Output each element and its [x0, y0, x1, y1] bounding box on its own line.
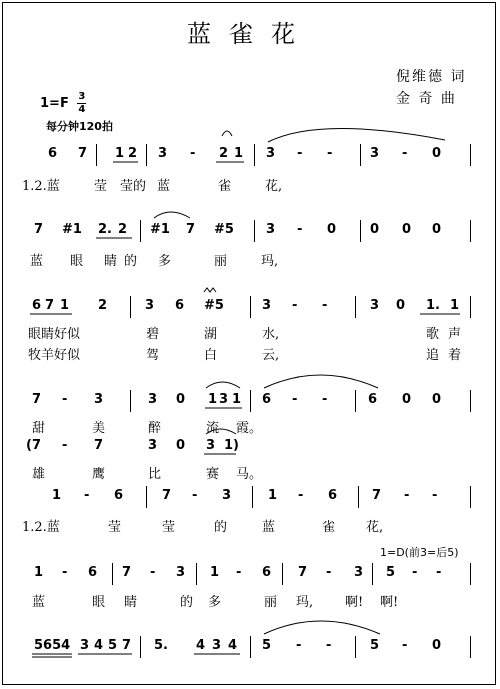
note: #5 — [204, 298, 224, 313]
lyric: 的 — [124, 254, 138, 269]
note: 7 — [34, 222, 44, 237]
note: 3 — [158, 146, 168, 161]
lyric: 雄 — [32, 467, 46, 482]
lyric: 比 — [148, 467, 162, 482]
lyric: 莹 — [162, 520, 176, 535]
note: 1 — [208, 392, 218, 407]
note: - — [62, 565, 68, 580]
note: 0 — [432, 146, 442, 161]
lyric: 驾 — [146, 348, 160, 363]
note: 3 — [145, 298, 155, 313]
lyric: 赛 — [206, 467, 220, 482]
alt-note: - — [62, 438, 68, 453]
note: 0 — [327, 222, 337, 237]
note: - — [190, 146, 196, 161]
lyric: 的 — [180, 595, 194, 610]
bar-line — [112, 563, 113, 585]
lyric: 蓝 — [30, 254, 44, 269]
note: 7 — [122, 638, 132, 653]
bar-line — [470, 390, 471, 412]
note: 7 — [186, 222, 196, 237]
key-label: 1=F — [40, 96, 69, 111]
note: 3 — [266, 146, 276, 161]
note: 7 — [372, 488, 382, 503]
note: 7 — [32, 392, 42, 407]
note: #1 — [62, 222, 82, 237]
note: 2 — [219, 146, 229, 161]
note: 3 — [219, 392, 229, 407]
lyric: 着 — [448, 348, 462, 363]
bar-line — [470, 220, 471, 242]
alt-note: 0 — [176, 438, 186, 453]
tempo-marking: 每分钟120拍 — [46, 120, 113, 133]
note: 3 — [266, 222, 276, 237]
bar-line — [140, 636, 141, 658]
note: 3 — [370, 146, 380, 161]
lyric: 美 — [92, 421, 106, 436]
lyric: 牧羊好似 — [28, 348, 81, 363]
note: 5 — [370, 638, 380, 653]
note: - — [327, 146, 333, 161]
note: 1. — [426, 298, 440, 313]
note: 3 — [176, 565, 186, 580]
note: 0 — [176, 392, 186, 407]
lyric: 睛 — [124, 595, 138, 610]
bar-line — [358, 486, 359, 508]
lyric: 玛, — [296, 595, 314, 610]
note: - — [84, 488, 90, 503]
bar-line — [470, 144, 471, 166]
note: - — [298, 488, 304, 503]
note: 2 — [98, 298, 108, 313]
lyric: 眼睛好似 — [28, 327, 81, 342]
note: - — [296, 638, 302, 653]
note: 0 — [432, 392, 442, 407]
note: 3 — [354, 565, 364, 580]
note: - — [404, 488, 410, 503]
note: 6 — [32, 298, 42, 313]
note: 3 — [80, 638, 90, 653]
note: 1 — [52, 488, 62, 503]
note: - — [292, 298, 298, 313]
note: 1 — [450, 298, 460, 313]
note: - — [150, 565, 156, 580]
lyric: 啊! — [345, 595, 364, 610]
note: 1 — [60, 298, 70, 313]
lyric: 雀 — [322, 520, 336, 535]
modulation-marking: 1=D(前3=后5) — [380, 546, 459, 559]
bar-line — [470, 636, 471, 658]
note: 7 — [78, 146, 88, 161]
alt-note: 3 — [206, 438, 216, 453]
note: 7 — [162, 488, 172, 503]
bar-line — [96, 144, 97, 166]
lyric: 追 — [426, 348, 440, 363]
note: 2 — [118, 222, 128, 237]
note: 6 — [328, 488, 338, 503]
lyric: 莹的 — [120, 179, 147, 194]
note: 5 — [386, 565, 396, 580]
note: - — [322, 298, 328, 313]
alt-note: 3 — [148, 438, 158, 453]
note: - — [326, 638, 332, 653]
time-top: 3 — [78, 91, 86, 102]
bar-line — [470, 486, 471, 508]
note: #1 — [150, 222, 170, 237]
lyric: 的 — [214, 520, 228, 535]
note: - — [322, 392, 328, 407]
note: - — [432, 488, 438, 503]
note: 4 — [196, 638, 206, 653]
bar-line — [196, 563, 197, 585]
lyric: 马。 — [236, 467, 263, 482]
note: 4 — [94, 638, 104, 653]
note: - — [297, 146, 303, 161]
note: - — [236, 565, 242, 580]
bar-line — [360, 220, 361, 242]
key-signature — [40, 92, 86, 115]
note: 1 — [268, 488, 278, 503]
time-bottom: 4 — [78, 104, 86, 115]
note: 6 — [175, 298, 185, 313]
note: 3 — [262, 298, 272, 313]
lyric: 丽 — [214, 254, 228, 269]
lyric: 蓝 — [157, 179, 171, 194]
bar-line — [372, 563, 373, 585]
note: - — [436, 565, 442, 580]
bar-line — [470, 563, 471, 585]
bar-line — [140, 220, 141, 242]
note: #5 — [214, 222, 234, 237]
note: 6 — [114, 488, 124, 503]
lyric: 歌 — [426, 327, 440, 342]
note: 0 — [396, 298, 406, 313]
lyric: 莹 — [108, 520, 122, 535]
bar-line — [355, 636, 356, 658]
lyric: 多 — [208, 595, 222, 610]
lyric: 白 — [204, 348, 218, 363]
note: - — [402, 146, 408, 161]
note: 6 — [368, 392, 378, 407]
note: 1 — [234, 146, 244, 161]
note: 2. — [98, 222, 112, 237]
bar-line — [250, 390, 251, 412]
note: 0 — [402, 392, 412, 407]
note: 7 — [45, 298, 55, 313]
note: 6 — [88, 565, 98, 580]
song-title: 蓝雀花 — [187, 20, 313, 48]
note: 0 — [432, 638, 442, 653]
alt-note: 1) — [224, 438, 239, 453]
lyric: 甜 — [32, 421, 46, 436]
note: 3 — [370, 298, 380, 313]
lyric: 莹 — [94, 179, 108, 194]
bar-line — [250, 636, 251, 658]
lyric: 眼 — [92, 595, 106, 610]
note: 7 — [122, 565, 132, 580]
bar-line — [360, 144, 361, 166]
lyric: 醉 — [148, 421, 162, 436]
bar-line — [254, 220, 255, 242]
bar-line — [146, 144, 147, 166]
lyric: 睛 — [104, 254, 118, 269]
bar-line — [282, 563, 283, 585]
bar-line — [250, 296, 251, 318]
lyric: 蓝 — [262, 520, 276, 535]
note: 0 — [402, 222, 412, 237]
note: 2 — [128, 146, 138, 161]
lyric: 碧 — [146, 327, 160, 342]
lyric: 花, — [265, 179, 283, 194]
note: - — [297, 222, 303, 237]
lyric: 霞。 — [236, 421, 263, 436]
bar-line — [252, 486, 253, 508]
bar-line — [355, 390, 356, 412]
note: - — [292, 392, 298, 407]
note: 0 — [370, 222, 380, 237]
note: - — [192, 488, 198, 503]
note: 5654 — [34, 638, 71, 653]
note: 3 — [212, 638, 222, 653]
lyric: 水, — [262, 327, 280, 342]
lyric: 眼 — [70, 254, 84, 269]
lyric: 蓝 — [32, 595, 46, 610]
note: 5 — [262, 638, 272, 653]
note: 6 — [48, 146, 58, 161]
lyric: 丽 — [264, 595, 278, 610]
note: 1 — [34, 565, 44, 580]
note: 1 — [115, 146, 125, 161]
lyric: 啊! — [380, 595, 399, 610]
note: 1 — [210, 565, 220, 580]
note: - — [326, 565, 332, 580]
lyric: 湖 — [204, 327, 218, 342]
lyric: 声 — [448, 327, 462, 342]
bar-line — [355, 296, 356, 318]
composer-credit: 金 奇 曲 — [396, 91, 457, 107]
lyricist-credit: 倪维德 词 — [396, 69, 467, 85]
alt-note: (7 — [26, 438, 41, 453]
note: - — [62, 392, 68, 407]
lyric: 鹰 — [92, 467, 106, 482]
note: 1 — [232, 392, 242, 407]
note: 3 — [94, 392, 104, 407]
bar-line — [130, 390, 131, 412]
note: 6 — [262, 392, 272, 407]
note: 3 — [222, 488, 232, 503]
lyric: 雀 — [218, 179, 232, 194]
alt-note: 7 — [94, 438, 104, 453]
lyric: 花, — [366, 520, 384, 535]
lyric: 流 — [206, 421, 220, 436]
note: 3 — [148, 392, 158, 407]
note: - — [402, 638, 408, 653]
note: 6 — [262, 565, 272, 580]
lyric: 1.2.蓝 — [22, 179, 60, 194]
bar-line — [130, 296, 131, 318]
note: 4 — [228, 638, 238, 653]
note: 5. — [154, 638, 168, 653]
lyric: 玛, — [261, 254, 279, 269]
bar-line — [146, 486, 147, 508]
bar-line — [470, 296, 471, 318]
lyric: 云, — [262, 348, 280, 363]
note: 5 — [108, 638, 118, 653]
note: 7 — [298, 565, 308, 580]
lyric: 多 — [158, 254, 172, 269]
bar-line — [254, 144, 255, 166]
lyric: 1.2.蓝 — [22, 520, 60, 535]
note: - — [412, 565, 418, 580]
note: 0 — [432, 222, 442, 237]
time-signature — [77, 92, 86, 115]
